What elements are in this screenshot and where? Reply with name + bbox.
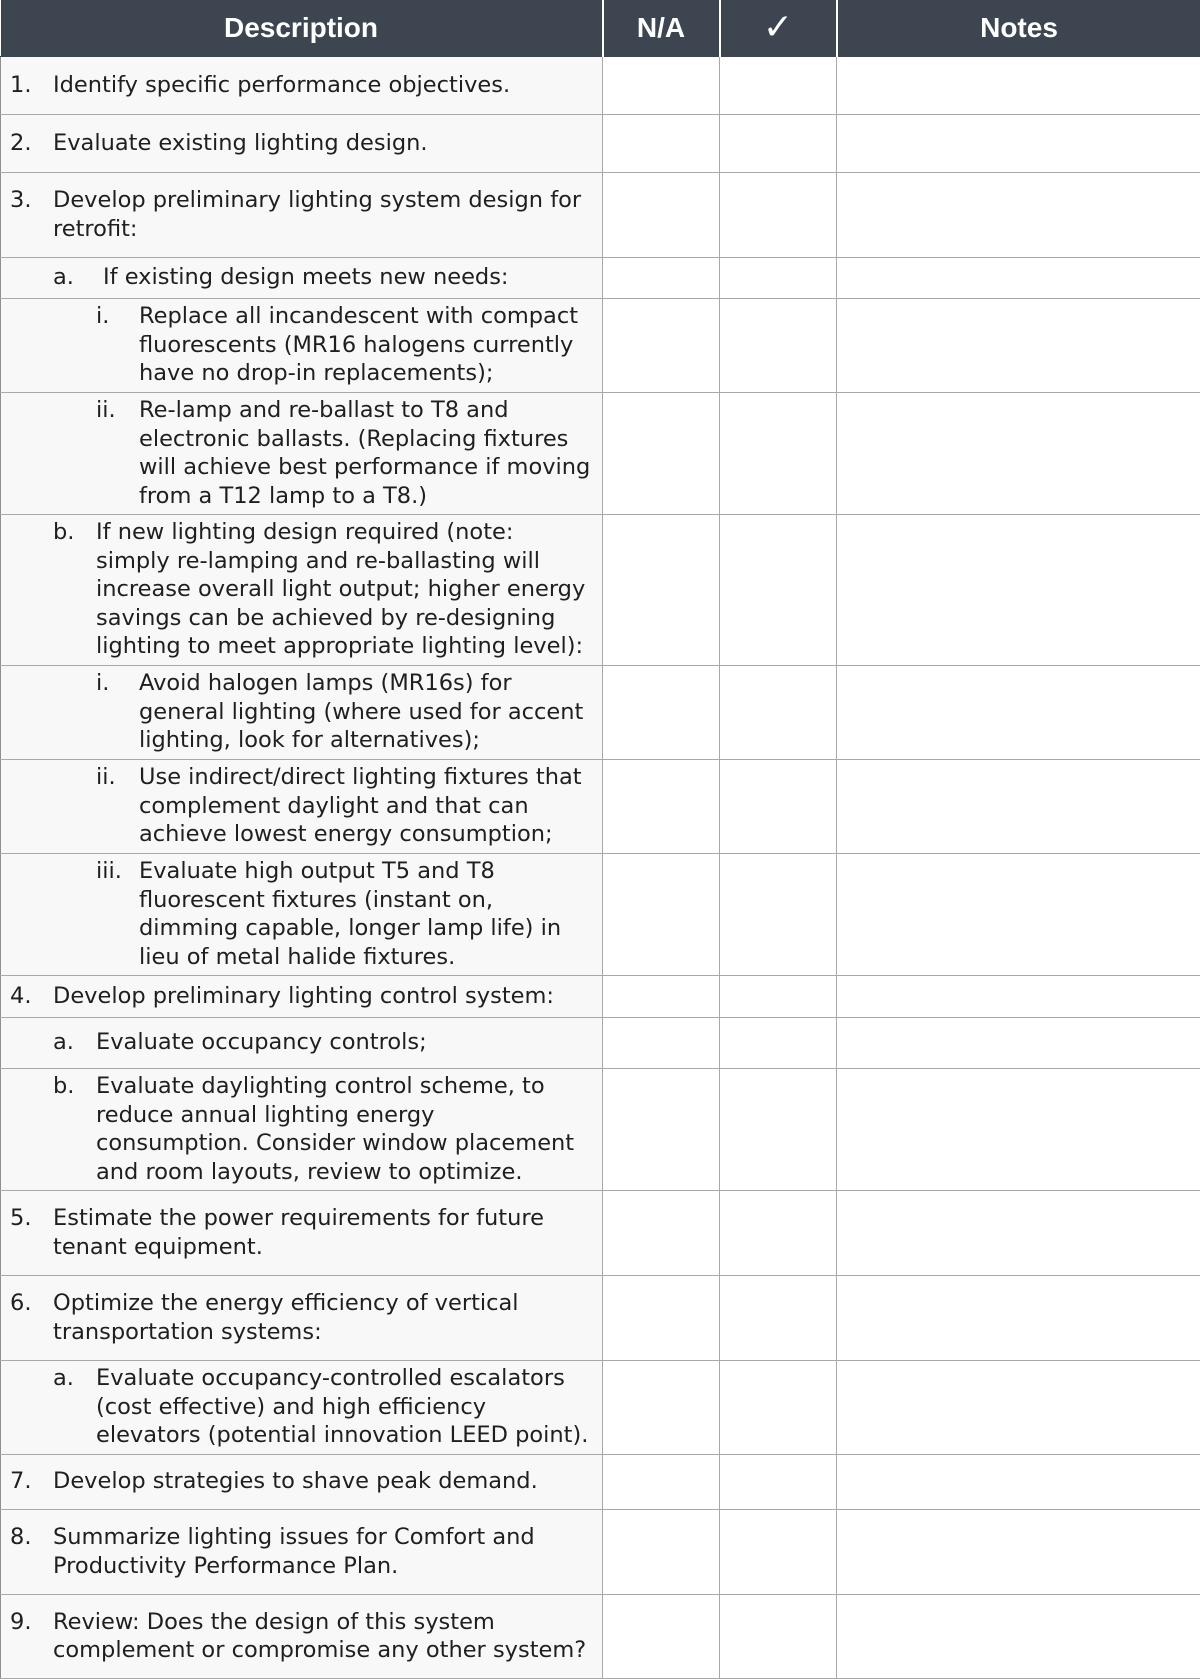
na-cell[interactable] — [603, 853, 720, 975]
na-cell[interactable] — [603, 1017, 720, 1068]
notes-cell[interactable] — [837, 56, 1200, 114]
item-text: If new lighting design required (note: simply re-lamping and re-ballasting will increase overall light output; higher energy savings can be achieved by re-designing lighting to meet appropriate lighting level): — [96, 519, 586, 660]
notes-cell[interactable] — [837, 1509, 1200, 1594]
item-text: Avoid halogen lamps (MR16s) for general lighting (where used for accent lighting, look for alternatives); — [139, 670, 584, 754]
description-cell — [1, 665, 603, 759]
description-cell — [1, 1509, 603, 1594]
item-text: Estimate the power requirements for future tenant equipment. — [53, 1205, 544, 1260]
notes-cell[interactable] — [837, 298, 1200, 392]
checklist-row — [1, 975, 1200, 1017]
item-number: 8. — [10, 1524, 32, 1550]
item-number: 6. — [10, 1290, 32, 1316]
description-cell — [1, 853, 603, 975]
checklist-row — [1, 514, 1200, 665]
description-cell — [1, 1275, 603, 1360]
notes-cell[interactable] — [837, 665, 1200, 759]
notes-cell[interactable] — [837, 853, 1200, 975]
notes-cell[interactable] — [837, 114, 1200, 172]
check-cell[interactable] — [720, 298, 837, 392]
description-cell — [1, 392, 603, 514]
item-text: Re-lamp and re-ballast to T8 and electronic ballasts. (Replacing fixtures will achieve best performance if moving from a T12 lamp to a T8.) — [139, 397, 591, 509]
description-header: Description — [1, 0, 603, 56]
na-cell[interactable] — [603, 114, 720, 172]
na-cell[interactable] — [603, 172, 720, 257]
notes-cell[interactable] — [837, 392, 1200, 514]
item-text: Evaluate daylighting control scheme, to reduce annual lighting energy consumption. Consider window placement and room layouts, review to optimize. — [96, 1073, 575, 1185]
item-text: Develop strategies to shave peak demand. — [53, 1468, 538, 1495]
item-number: b. — [53, 519, 75, 546]
checklist-row — [1, 1068, 1200, 1190]
item-text: Optimize the energy efficiency of vertical transportation systems: — [53, 1290, 519, 1345]
check-cell[interactable] — [720, 975, 837, 1017]
check-cell[interactable] — [720, 257, 837, 298]
description-cell — [1, 1190, 603, 1275]
check-cell[interactable] — [720, 1190, 837, 1275]
na-cell[interactable] — [603, 56, 720, 114]
na-cell[interactable] — [603, 975, 720, 1017]
item-text: If existing design meets new needs: — [103, 264, 509, 291]
item-text: Review: Does the design of this system complement or compromise any other system? — [53, 1608, 587, 1663]
na-cell[interactable] — [603, 392, 720, 514]
na-cell[interactable] — [603, 1360, 720, 1454]
description-cell — [1, 1068, 603, 1190]
item-number: 5. — [10, 1205, 32, 1231]
check-cell[interactable] — [720, 1017, 837, 1068]
item-text: Replace all incandescent with compact fluorescents (MR16 halogens currently have no drop-in replacements); — [139, 303, 579, 387]
description-cell — [1, 759, 603, 853]
check-cell[interactable] — [720, 56, 837, 114]
check-header — [720, 0, 837, 56]
checklist-row — [1, 56, 1200, 114]
notes-cell[interactable] — [837, 1275, 1200, 1360]
item-number: 2. — [10, 129, 32, 156]
na-cell[interactable] — [603, 298, 720, 392]
checklist-row — [1, 853, 1200, 975]
item-text: Identify specific performance objectives. — [53, 71, 511, 98]
na-header: N/A — [603, 0, 720, 56]
item-number: iii. — [96, 858, 122, 884]
item-number: 1. — [10, 71, 32, 98]
description-cell — [1, 1360, 603, 1454]
check-cell[interactable] — [720, 1454, 837, 1509]
checklist-row — [1, 1017, 1200, 1068]
item-number: 4. — [10, 982, 32, 1009]
notes-cell[interactable] — [837, 257, 1200, 298]
item-text: Evaluate existing lighting design. — [53, 129, 428, 156]
check-cell[interactable] — [720, 392, 837, 514]
check-cell[interactable] — [720, 1068, 837, 1190]
checklist-row — [1, 1454, 1200, 1509]
description-cell — [1, 298, 603, 392]
item-number: 9. — [10, 1608, 32, 1635]
item-number: i. — [96, 670, 110, 697]
description-cell — [1, 172, 603, 257]
notes-cell[interactable] — [837, 514, 1200, 665]
description-cell — [1, 56, 603, 114]
checklist-row — [1, 392, 1200, 514]
check-cell[interactable] — [720, 1594, 837, 1678]
item-number: b. — [53, 1073, 75, 1099]
checklist-row — [1, 1594, 1200, 1678]
check-cell[interactable] — [720, 1360, 837, 1454]
item-text: Develop preliminary lighting system design for retrofit: — [53, 187, 582, 242]
description-cell — [1, 114, 603, 172]
checklist-row — [1, 1275, 1200, 1360]
item-text: Evaluate occupancy controls; — [96, 1029, 427, 1056]
notes-header: Notes — [837, 0, 1200, 56]
item-number: ii. — [96, 764, 116, 791]
item-text: Evaluate occupancy-controlled escalators (cost effective) and high efficiency elevators (potential innovation LEED point). — [96, 1365, 589, 1449]
check-cell[interactable] — [720, 514, 837, 665]
description-cell — [1, 1594, 603, 1678]
checklist-row — [1, 759, 1200, 853]
item-text: Summarize lighting issues for Comfort and Productivity Performance Plan. — [53, 1524, 535, 1579]
checkmark-icon: ✓ — [762, 6, 794, 48]
check-cell[interactable] — [720, 172, 837, 257]
na-cell[interactable] — [603, 257, 720, 298]
description-cell — [1, 514, 603, 665]
notes-cell[interactable] — [837, 1068, 1200, 1190]
notes-cell[interactable] — [837, 759, 1200, 853]
item-text: Use indirect/direct lighting fixtures that complement daylight and that can achieve lowest energy consumption; — [139, 764, 582, 848]
item-number: a. — [53, 264, 74, 291]
checklist-row — [1, 665, 1200, 759]
checklist-row — [1, 114, 1200, 172]
check-cell[interactable] — [720, 665, 837, 759]
notes-cell[interactable] — [837, 1017, 1200, 1068]
description-cell — [1, 1454, 603, 1509]
checklist-row — [1, 298, 1200, 392]
description-cell — [1, 975, 603, 1017]
item-number: ii. — [96, 397, 116, 423]
checklist-row — [1, 257, 1200, 298]
item-number: 7. — [10, 1468, 32, 1495]
notes-cell[interactable] — [837, 975, 1200, 1017]
item-number: a. — [53, 1029, 74, 1056]
na-cell[interactable] — [603, 1594, 720, 1678]
na-cell[interactable] — [603, 1275, 720, 1360]
notes-cell[interactable] — [837, 1454, 1200, 1509]
item-number: i. — [96, 303, 110, 330]
header-row — [1, 0, 1200, 56]
check-cell[interactable] — [720, 853, 837, 975]
na-cell[interactable] — [603, 1190, 720, 1275]
na-cell[interactable] — [603, 665, 720, 759]
check-cell[interactable] — [720, 1275, 837, 1360]
na-cell[interactable] — [603, 759, 720, 853]
na-cell[interactable] — [603, 1509, 720, 1594]
check-cell[interactable] — [720, 1509, 837, 1594]
notes-cell[interactable] — [837, 1360, 1200, 1454]
check-cell[interactable] — [720, 114, 837, 172]
check-cell[interactable] — [720, 759, 837, 853]
description-cell — [1, 257, 603, 298]
item-text: Develop preliminary lighting control system: — [53, 982, 554, 1009]
item-number: a. — [53, 1365, 74, 1392]
na-cell[interactable] — [603, 1454, 720, 1509]
checklist-row — [1, 1360, 1200, 1454]
checklist-row — [1, 1190, 1200, 1275]
item-text: Evaluate high output T5 and T8 fluorescent fixtures (instant on, dimming capable, longer lamp life) in lieu of metal halide fixtures. — [139, 858, 562, 970]
na-cell[interactable] — [603, 514, 720, 665]
checklist-row — [1, 1509, 1200, 1594]
checklist-row — [1, 172, 1200, 257]
notes-cell[interactable] — [837, 1594, 1200, 1678]
notes-cell[interactable] — [837, 172, 1200, 257]
notes-cell[interactable] — [837, 1190, 1200, 1275]
item-number: 3. — [10, 187, 32, 213]
na-cell[interactable] — [603, 1068, 720, 1190]
description-cell — [1, 1017, 603, 1068]
